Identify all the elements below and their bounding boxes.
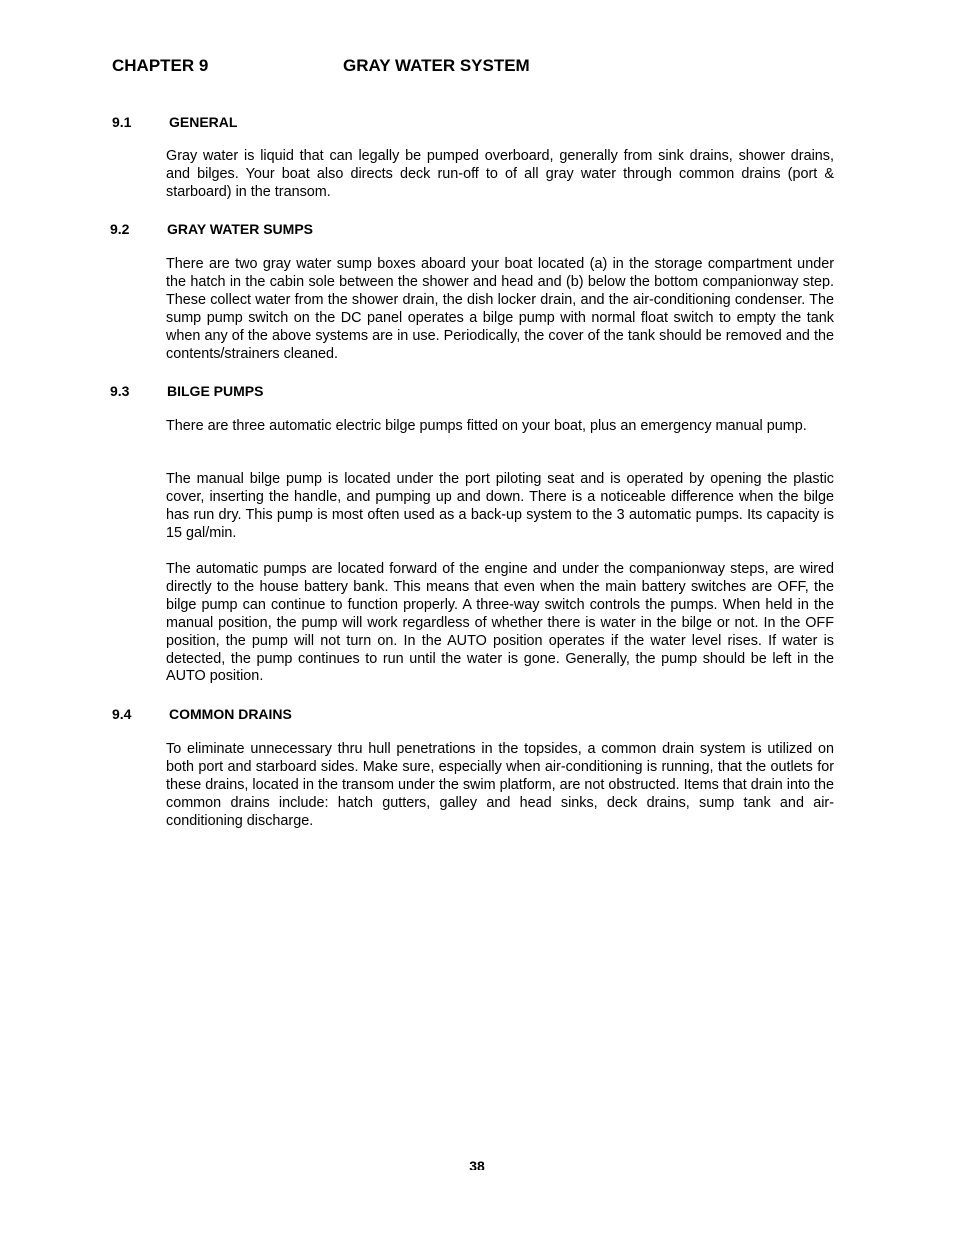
paragraph-bilge-pumps-intro: There are three automatic electric bilge pumps fitted on your boat, plus an emergency manual pump. (166, 418, 807, 434)
paragraph-general: Gray water is liquid that can legally be pumped overboard, generally from sink drains, shower drains, and bilges. Your boat also directs deck run-off to of all gray water through common drains (port & starboard) in the transom. (166, 148, 834, 200)
chapter-number: CHAPTER 9 (112, 56, 209, 75)
chapter-header (112, 56, 832, 80)
paragraph-automatic-pumps: The automatic pumps are located forward of the engine and under the companionway steps, are wired directly to the house battery bank. This means that even when the main battery switches are OFF, the bilge pump can continue to function properly. A three-way switch controls the pumps. When held in the manual position, the pump will work regardless of whether there is water in the bilge or not. In the OFF position, the pump will not turn on. In the AUTO position operates if the water level rises. If water is detected, the pump continues to run until the water is gone. Generally, the pump should be left in the AUTO position. (166, 561, 834, 685)
paragraph-manual-bilge-pump: The manual bilge pump is located under the port piloting seat and is operated by opening the plastic cover, inserting the handle, and pumping up and down. There is a noticeable difference when the bilge has run dry. This pump is most often used as a back-up system to the 3 automatic pumps. Its capacity is 15 gal/min. (166, 471, 834, 541)
section-heading-common-drains (112, 706, 832, 724)
section-heading-general (112, 114, 832, 132)
section-title: BILGE PUMPS (167, 383, 264, 399)
section-title: GENERAL (169, 114, 238, 130)
paragraph-common-drains: To eliminate unnecessary thru hull penetrations in the topsides, a common drain system is utilized on both port and starboard sides. Make sure, especially when air-conditioning is running, that the outlets for these drains, located in the transom under the swim platform, are not obstructed. Items that drain into the common drains include: hatch gutters, galley and head sinks, deck drains, sump tank and air-conditioning discharge. (166, 741, 834, 829)
paragraph-gray-water-sumps: There are two gray water sump boxes aboard your boat located (a) in the storage compartment under the hatch in the cabin sole between the shower and head and (b) below the bottom companionway step. These collect water from the shower drain, the dish locker drain, and the air-conditioning condenser. The sump pump switch on the DC panel operates a bilge pump with normal float switch to empty the tank when any of the above systems are in use. Periodically, the cover of the tank should be removed and the contents/strainers cleaned. (166, 256, 834, 362)
section-title: GRAY WATER SUMPS (167, 221, 313, 237)
section-heading-bilge-pumps (110, 383, 830, 401)
section-number: 9.1 (112, 114, 132, 130)
chapter-title: GRAY WATER SYSTEM (343, 56, 530, 75)
section-number: 9.4 (112, 706, 132, 722)
section-title: COMMON DRAINS (169, 706, 292, 722)
section-heading-gray-water-sumps (110, 221, 830, 239)
section-number: 9.3 (110, 383, 130, 399)
page-number: 38 (469, 1158, 485, 1170)
section-number: 9.2 (110, 221, 130, 237)
